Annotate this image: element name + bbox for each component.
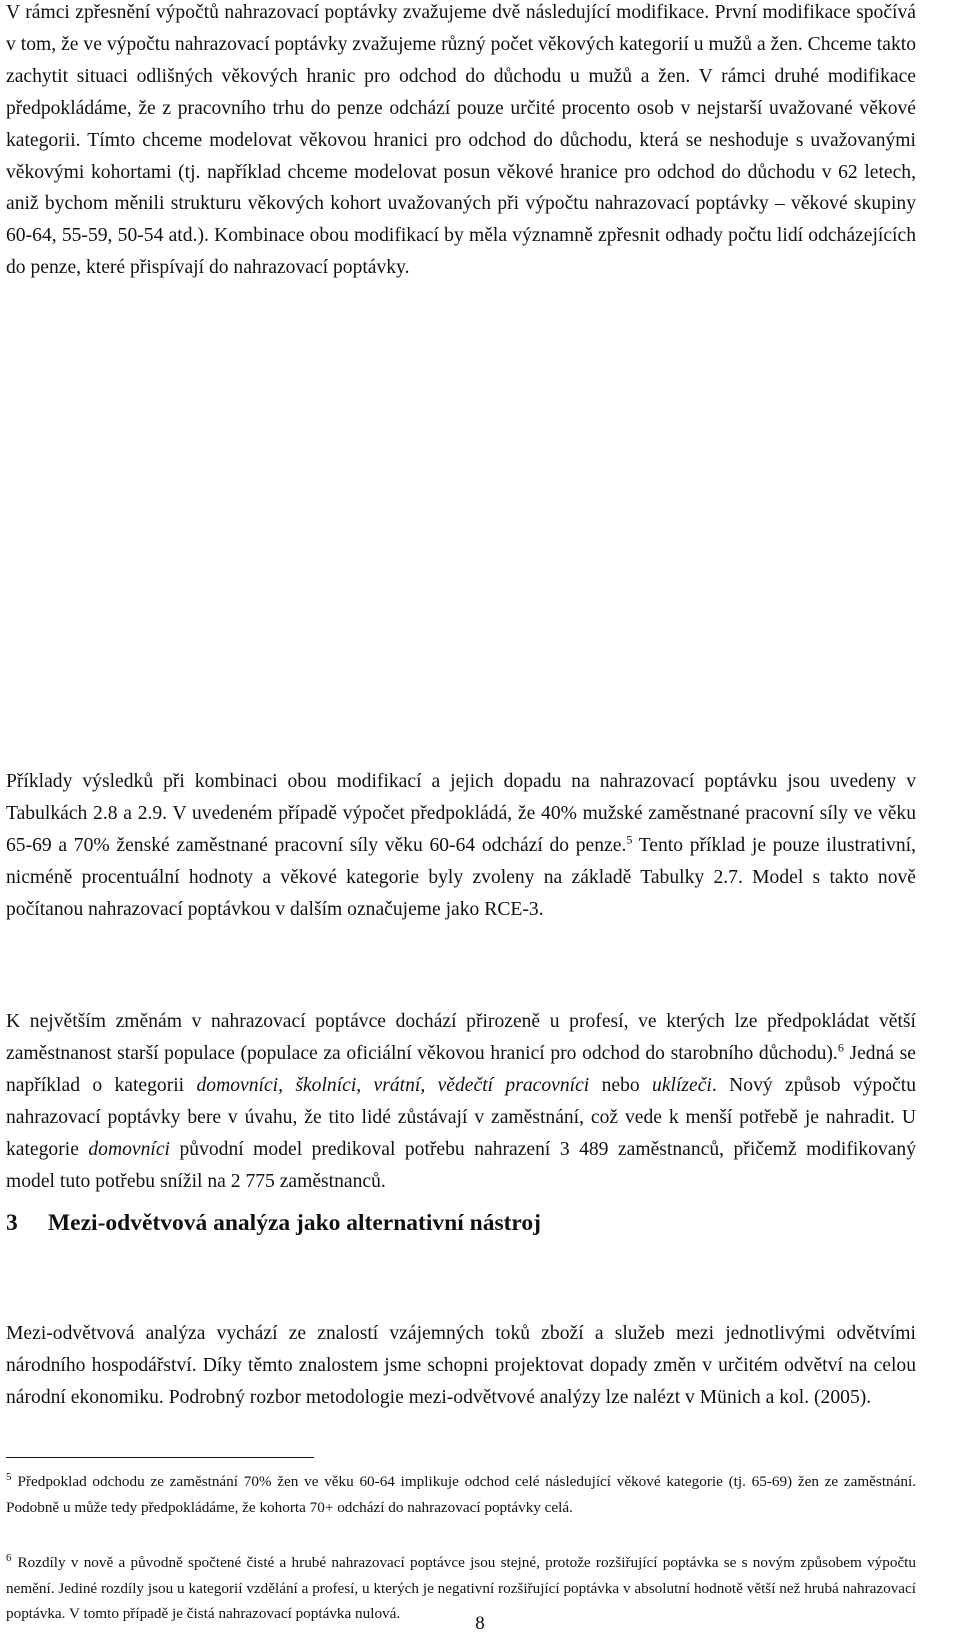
paragraph-examples-text-b: Tento příklad je pouze ilustrativní, nicméně procentuální hodnoty a věkové kategorie byly zvoleny na základě Tabulky 2.7. Model s takto nově počítanou nahrazovací poptávkou v dalším označujeme jako RCE-3. xyxy=(6,834,916,920)
paragraph-largest-changes-text-d: . Nový způsob výpočtu nahrazovací poptávky bere v úvahu, že tito lidé zůstávají v zaměstnání, což vede k menší potřebě je nahradit. U kategorie xyxy=(6,1074,916,1160)
category-janitors: domovníci, školníci, vrátní, xyxy=(196,1074,426,1096)
category-caretakers: domovníci xyxy=(88,1138,170,1160)
paragraph-largest-changes xyxy=(6,1006,916,1197)
footnote-6-mark: 6 xyxy=(6,1551,12,1564)
footnote-separator xyxy=(6,1457,314,1458)
paragraph-largest-changes-text-a: K největším změnám v nahrazovací poptávce dochází přirozeně u profesí, ve kterých lze předpokládat větší zaměstnanost starší populace (populace za oficiální věkovou hranicí pro odchod do starobního důchodu). xyxy=(6,1011,916,1064)
section-number: 3 xyxy=(6,1210,18,1236)
paragraph-input-output-analysis: Mezi-odvětvová analýza vychází ze znalostí vzájemných toků zboží a služeb mezi jednotlivými odvětvími národního hospodářství. Díky těmto znalostem jsme schopni projektovat dopady změn v určitém odvětví na celou národní ekonomiku. Podrobný rozbor metodologie mezi-odvětvové analýzy lze nalézt v Münich a kol. (2005). xyxy=(6,1323,916,1408)
category-scientists: vědečtí pracovníci xyxy=(437,1074,590,1096)
paragraph-largest-changes-text-b: Jedná se například o kategorii xyxy=(6,1042,917,1096)
spacing xyxy=(425,1075,437,1096)
paragraph-largest-changes-text-e: původní model predikoval potřebu nahrazení 3 489 zaměstnanců, přičemž modifikovaný model tuto potřebu snížil na 2 775 zaměstnanců. xyxy=(6,1138,916,1192)
paragraph-examples-text-a: Příklady výsledků při kombinaci obou modifikací a jejich dopadu na nahrazovací poptávku jsou uvedeny v Tabulkách 2.8 a 2.9. V uvedeném případě výpočet předpokládá, že 40% mužské zaměstnané pracovní síly ve věku 65-69 a 70% ženské zaměstnané pracovní síly věku 60-64 odchází do penze. xyxy=(6,771,916,856)
paragraph-examples xyxy=(6,766,916,926)
footnote-5-mark: 5 xyxy=(6,1470,12,1483)
footnote-reference-6[interactable]: 6 xyxy=(837,1040,844,1055)
footnote-reference-5[interactable]: 5 xyxy=(626,832,633,847)
paragraph-largest-changes-text-c: nebo xyxy=(589,1074,653,1096)
footnote-5 xyxy=(6,1469,916,1520)
category-cleaners: uklízeči xyxy=(652,1074,712,1096)
footnote-6-text: Rozdíly v nově a původně spočtené čisté a hrubé nahrazovací poptávce jsou stejné, protože rozšiřující poptávka se s novým způsobem výpočtu nemění. Jediné rozdíly jsou u kategorií vzdělání a profesí, u kterých je negativní rozšiřující poptávka v absolutní hodnotě větší než hrubá nahrazovací poptávka. V tomto případě je čistá nahrazovací poptávka nulová. xyxy=(6,1554,916,1622)
paragraph-modifications: V rámci zpřesnění výpočtů nahrazovací poptávky zvažujeme dvě následující modifikace. První modifikace spočívá v tom, že ve výpočtu nahrazovací poptávky zvažujeme různý počet věkových kategorií u mužů a žen. Chceme takto zachytit situaci odlišných věkových hranic pro odchod do důchodu u mužů a žen. V rámci druhé modifikace předpokládáme, že z pracovního trhu do penze odchází pouze určité procento osob v nejstarší uvažované věkové kategorii. Tímto chceme modelovat věkovou hranici pro odchod do důchodu, která se neshoduje s uvažovanými věkovými kohortami (tj. například chceme modelovat posun věkové hranice pro odchod do důchodu v 62 letech, aniž bychom měnili strukturu věkových kohort uvažovaných při výpočtu nahrazovací poptávky – věkové skupiny 60-64, 55-59, 50-54 atd.). Kombinace obou modifikací by měla významně zpřesnit odhady počtu lidí odcházejících do penze, které přispívají do nahrazovací poptávky. xyxy=(6,2,916,279)
page-number: 8 xyxy=(475,1613,485,1634)
section-heading xyxy=(6,1208,916,1238)
section-title: Mezi-odvětvová analýza jako alternativní nástroj xyxy=(48,1210,542,1236)
footnote-5-text: Předpoklad odchodu ze zaměstnání 70% žen ve věku 60-64 implikuje odchod celé následující věkové kategorie (tj. 65-69) žen ze zaměstnání. Podobně u může tedy předpokládáme, že kohorta 70+ odchází do nahrazovací poptávky celá. xyxy=(6,1473,916,1516)
